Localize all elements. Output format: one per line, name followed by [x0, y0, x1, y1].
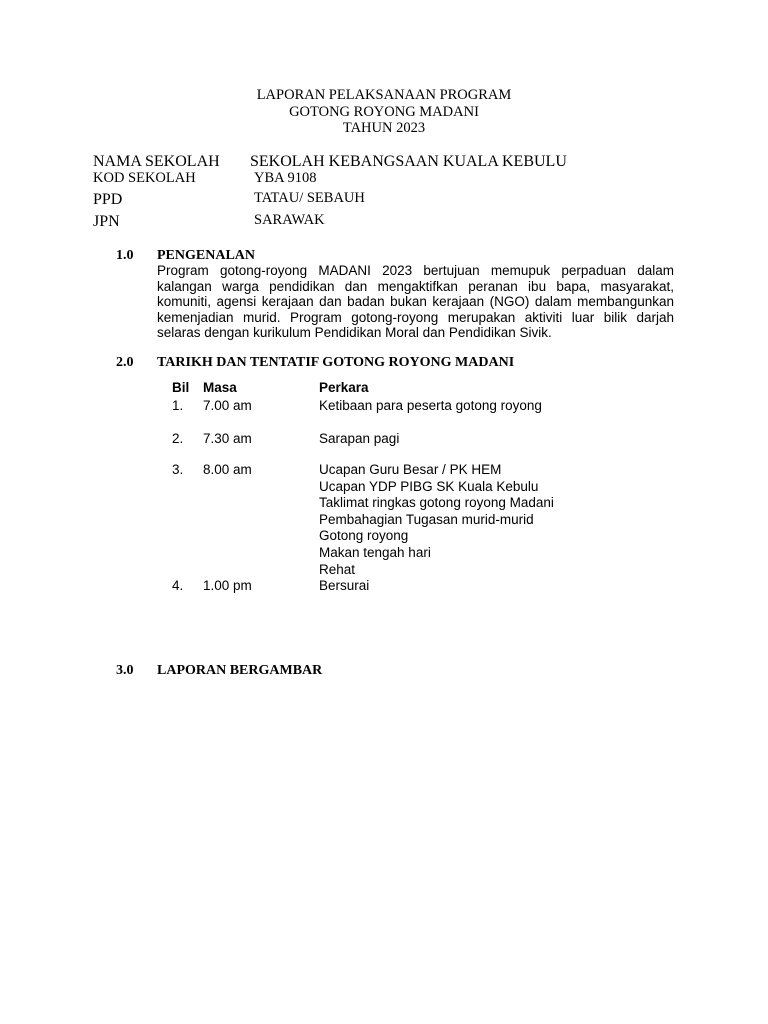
- schedule-row-3-item: Gotong royong: [319, 528, 409, 544]
- section-3-title: LAPORAN BERGAMBAR: [157, 663, 323, 678]
- jpn-value: SARAWAK: [254, 212, 325, 228]
- section-3-number: 3.0: [116, 663, 134, 678]
- report-title-line-1: LAPORAN PELAKSANAAN PROGRAM: [256, 87, 512, 103]
- school-code-label: KOD SEKOLAH: [93, 170, 196, 186]
- schedule-row-3-perkara-list: [319, 462, 554, 578]
- schedule-row-4-bil: 4.: [172, 578, 184, 593]
- schedule-row-3-masa: 8.00 am: [203, 462, 252, 477]
- intro-paragraph: Program gotong-royong MADANI 2023 bertujuan memupuk perpaduan dalam kalangan warga pendidikan dan mengaktifkan peranan ibu bapa, masyarakat, komuniti, agensi kerajaan dan badan bukan kerajaan (NGO) dalam membangunkan kemenjadian murid. Program gotong-royong merupakan aktiviti luar bilik darjah selaras dengan kurikulum Pendidikan Moral dan Pendidikan Sivik.: [157, 263, 674, 341]
- jpn-label: JPN: [93, 213, 120, 230]
- ppd-value: TATAU/ SEBAUH: [254, 190, 365, 206]
- schedule-row-3-item: Rehat: [319, 561, 356, 577]
- schedule-row-4-masa: 1.00 pm: [203, 578, 252, 593]
- schedule-row-3-bil: 3.: [172, 462, 184, 477]
- section-2-number: 2.0: [116, 355, 134, 370]
- schedule-row-2-perkara: Sarapan pagi: [319, 431, 400, 446]
- ppd-label: PPD: [93, 191, 123, 208]
- schedule-row-3-item: Ucapan Guru Besar / PK HEM: [319, 462, 502, 477]
- school-name-value: SEKOLAH KEBANGSAAN KUALA KEBULU: [250, 153, 567, 170]
- section-1-title: PENGENALAN: [157, 248, 256, 263]
- schedule-row-4-perkara: Bersurai: [319, 578, 370, 593]
- schedule-row-3-item: Ucapan YDP PIBG SK Kuala Kebulu: [319, 478, 539, 494]
- section-2-title: TARIKH DAN TENTATIF GOTONG ROYONG MADANI: [157, 355, 515, 370]
- schedule-row-1-bil: 1.: [172, 398, 184, 413]
- schedule-row-1-masa: 7.00 am: [203, 398, 252, 413]
- schedule-row-2-bil: 2.: [172, 431, 184, 446]
- school-name-label: NAMA SEKOLAH: [93, 153, 220, 170]
- schedule-row-3-item: Makan tengah hari: [319, 544, 431, 560]
- schedule-header-bil: Bil: [172, 380, 190, 395]
- schedule-header-masa: Masa: [203, 380, 237, 395]
- schedule-row-2-masa: 7.30 am: [203, 431, 252, 446]
- report-title-line-3: TAHUN 2023: [342, 120, 426, 136]
- schedule-row-3-item: Pembahagian Tugasan murid-murid: [319, 511, 534, 527]
- schedule-row-1-perkara: Ketibaan para peserta gotong royong: [319, 398, 542, 413]
- report-title-line-2: GOTONG ROYONG MADANI: [289, 104, 479, 120]
- schedule-header-perkara: Perkara: [319, 380, 369, 395]
- school-code-value: YBA 9108: [254, 170, 317, 186]
- schedule-row-3-item: Taklimat ringkas gotong royong Madani: [319, 495, 554, 511]
- section-1-number: 1.0: [116, 248, 134, 263]
